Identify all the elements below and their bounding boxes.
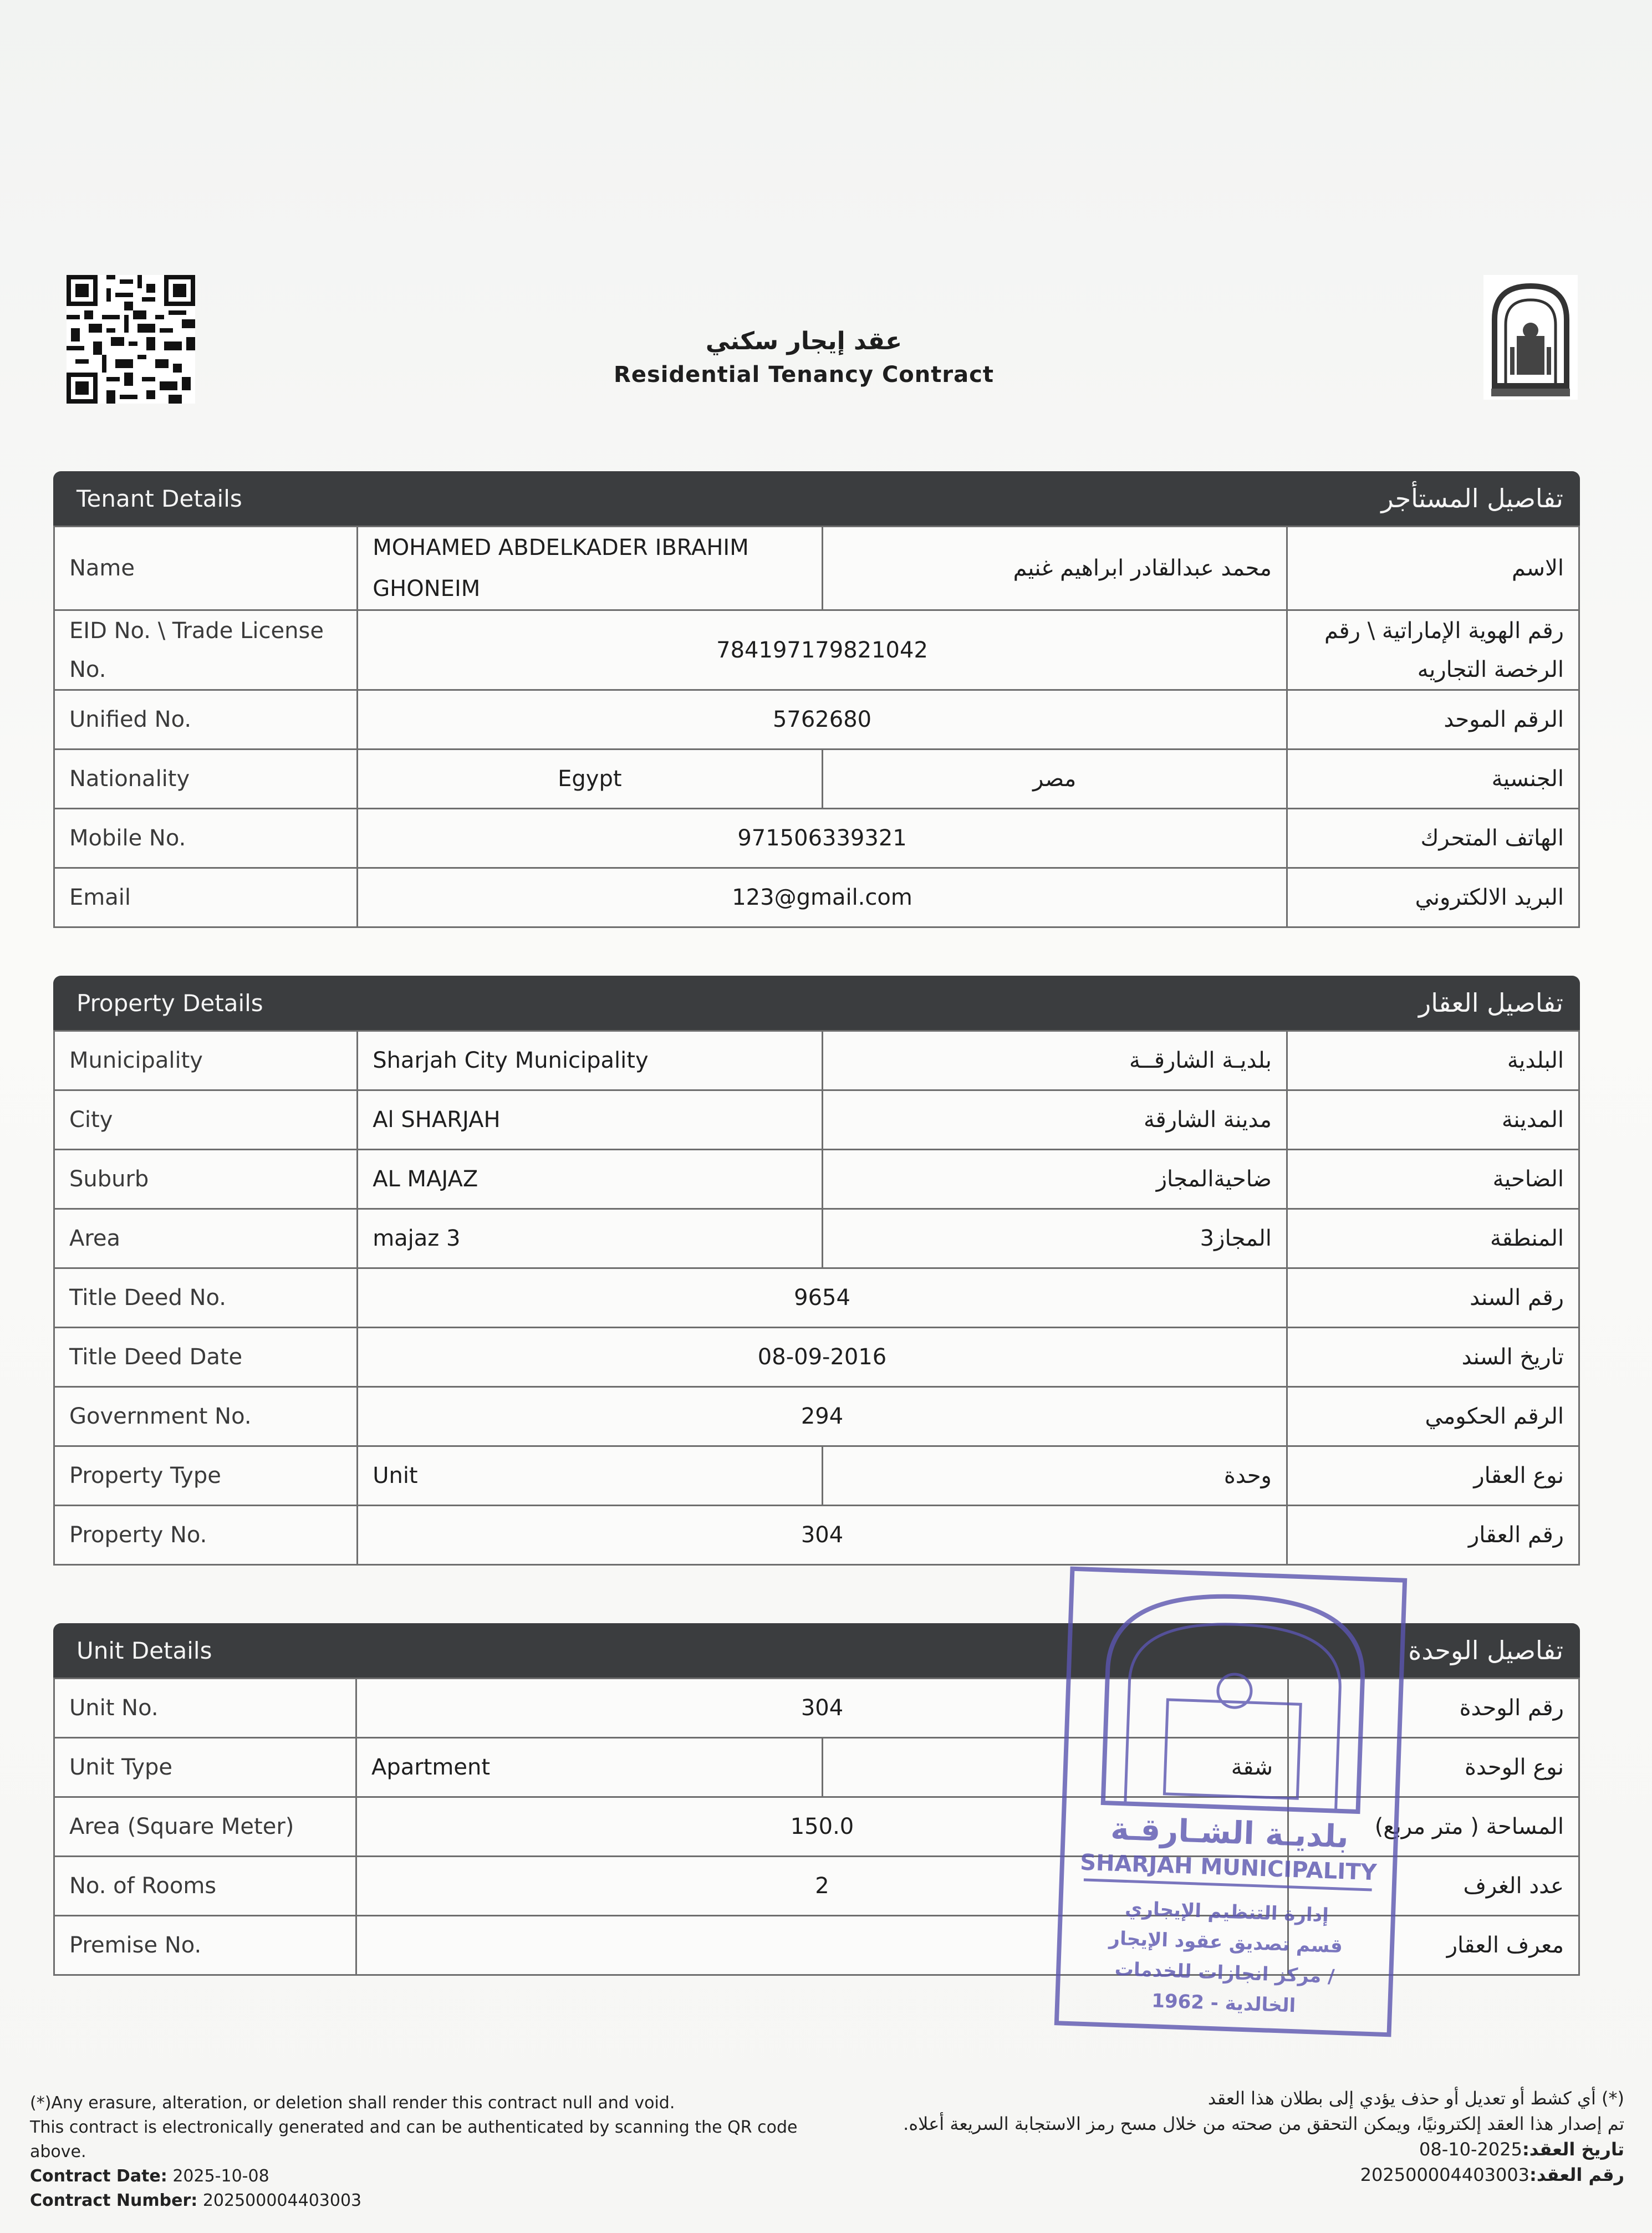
property-details-section (53, 976, 1580, 1566)
stamp-dept-4: الخالدية - 1962 (1151, 1990, 1296, 2017)
unit-type-label: Unit Type (54, 1738, 356, 1797)
footer-ar (848, 2086, 1624, 2188)
section-title-en: Tenant Details (77, 485, 242, 512)
table-row (54, 1446, 1579, 1506)
eid-value: 784197179821042 (358, 610, 1287, 690)
table-row (54, 1209, 1579, 1268)
government-no-label: Government No. (54, 1387, 358, 1446)
table-row (54, 1090, 1579, 1150)
stamp-dept-3: مركز انجازات للخدمات / (1114, 1957, 1335, 1988)
municipality-label-ar: البلدية (1287, 1031, 1579, 1090)
qr-code-icon (67, 275, 195, 404)
unit-no-label: Unit No. (54, 1679, 356, 1738)
city-label: City (54, 1090, 358, 1150)
footer-electronic-ar: تم إصدار هذا العقد إلكترونيًا، ويمكن التحقق من صحته من خلال مسح رمز الاستجابة السريعة أعلاه. (903, 2113, 1624, 2134)
property-type-value-en: Unit (358, 1446, 822, 1506)
mobile-label-ar: الهاتف المتحرك (1287, 809, 1579, 868)
city-value-ar: مدينة الشارقة (822, 1090, 1287, 1150)
table-row (54, 868, 1579, 927)
suburb-label-ar: الضاحية (1287, 1150, 1579, 1209)
section-title-ar: تفاصيل العقار (1419, 988, 1563, 1018)
suburb-label: Suburb (54, 1150, 358, 1209)
property-no-label: Property No. (54, 1506, 358, 1565)
section-title-ar: تفاصيل المستأجر (1381, 483, 1563, 513)
government-no-label-ar: الرقم الحكومي (1287, 1387, 1579, 1446)
area-label: Area (54, 1209, 358, 1268)
section-title-en: Unit Details (77, 1636, 212, 1664)
contract-number-label: Contract Number: (30, 2191, 198, 2210)
title-deed-date-value: 08-09-2016 (358, 1328, 1287, 1387)
property-no-label-ar: رقم العقار (1287, 1506, 1579, 1565)
contract-date-value: 2025-10-08 (172, 2166, 269, 2186)
unit-type-value-ar: شقة (822, 1738, 1288, 1797)
contract-number-en (30, 2189, 839, 2213)
eid-label: EID No. \ Trade License No. (54, 610, 358, 690)
mobile-value: 971506339321 (358, 809, 1287, 868)
unit-no-label-ar: رقم الوحدة (1288, 1679, 1579, 1738)
stamp-dept-2: قسم تصديق عقود الإيجار (1108, 1927, 1343, 1958)
eid-label-ar: رقم الهوية الإماراتية \ رقم الرخصة التجاريه (1287, 610, 1579, 690)
contract-date-label-ar: تاريخ العقد: (1522, 2139, 1624, 2160)
contract-date-en (30, 2164, 839, 2189)
table-row (54, 1150, 1579, 1209)
name-value-en: MOHAMED ABDELKADER IBRAHIM GHONEIM (358, 527, 822, 610)
area-label-ar: المنطقة (1287, 1209, 1579, 1268)
unified-no-value: 5762680 (358, 690, 1287, 750)
premise-no-label: Premise No. (54, 1916, 356, 1975)
property-no-value: 304 (358, 1506, 1287, 1565)
title-deed-no-label-ar: رقم السند (1287, 1268, 1579, 1328)
property-type-label: Property Type (54, 1446, 358, 1506)
property-details-header (53, 976, 1580, 1030)
rooms-label-ar: عدد الغرف (1288, 1857, 1579, 1916)
contract-title-ar: عقد إيجار سكني (705, 327, 903, 355)
footer-note-ar: (*) أي كشط أو تعديل أو حذف يؤدي إلى بطلان هذا العقد (1207, 2088, 1624, 2109)
stamp-name-ar: بلديـة الشـارقـة (1110, 1811, 1349, 1855)
contract-date-label: Contract Date: (30, 2166, 167, 2186)
city-label-ar: المدينة (1287, 1090, 1579, 1150)
suburb-value-en: AL MAJAZ (358, 1150, 822, 1209)
table-row (54, 809, 1579, 868)
section-title-ar: تفاصيل الوحدة (1408, 1635, 1563, 1665)
email-label-ar: البريد الالكتروني (1287, 868, 1579, 927)
area-sqm-label-ar: المساحة ( متر مربع) (1288, 1797, 1579, 1857)
unified-no-label-ar: الرقم الموحد (1287, 690, 1579, 750)
tenant-details-header (53, 471, 1580, 526)
unified-no-label: Unified No. (54, 690, 358, 750)
contract-number-value: 202500004403003 (202, 2191, 362, 2210)
tenant-table (53, 526, 1580, 928)
table-row (54, 1387, 1579, 1446)
unit-no-value: 304 (356, 1679, 1288, 1738)
property-type-label-ar: نوع العقار (1287, 1446, 1579, 1506)
title-deed-no-label: Title Deed No. (54, 1268, 358, 1328)
title-deed-date-label-ar: تاريخ السند (1287, 1328, 1579, 1387)
contract-number-value-ar: 202500004403003 (1360, 2164, 1530, 2185)
municipality-value-en: Sharjah City Municipality (358, 1031, 822, 1090)
table-row (54, 690, 1579, 750)
stamp-dept-1: إدارة التنظيم الإيجاري (1124, 1897, 1329, 1927)
property-type-value-ar: وحدة (822, 1446, 1287, 1506)
property-table (53, 1030, 1580, 1566)
stamp-name-en: SHARJAH MUNICIPALITY (1079, 1849, 1378, 1886)
section-title-en: Property Details (77, 989, 263, 1017)
table-row (54, 1031, 1579, 1090)
table-row (54, 527, 1579, 610)
mobile-label: Mobile No. (54, 809, 358, 868)
unit-type-label-ar: نوع الوحدة (1288, 1738, 1579, 1797)
email-value: 123@gmail.com (358, 868, 1287, 927)
table-row (54, 610, 1579, 690)
rooms-value: 2 (356, 1857, 1288, 1916)
table-row (54, 1268, 1579, 1328)
contract-number-label-ar: رقم العقد: (1529, 2164, 1624, 2185)
city-value-en: Al SHARJAH (358, 1090, 822, 1150)
nationality-label-ar: الجنسية (1287, 750, 1579, 809)
area-value-ar: المجاز3 (822, 1209, 1287, 1268)
unit-type-value-en: Apartment (356, 1738, 823, 1797)
contract-number-ar (848, 2162, 1624, 2188)
government-no-value: 294 (358, 1387, 1287, 1446)
name-label: Name (54, 527, 358, 610)
municipality-label: Municipality (54, 1031, 358, 1090)
email-label: Email (54, 868, 358, 927)
table-row (54, 1328, 1579, 1387)
footer-en (30, 2091, 839, 2213)
contract-title-en: Residential Tenancy Contract (614, 362, 994, 388)
title-deed-date-label: Title Deed Date (54, 1328, 358, 1387)
area-sqm-label: Area (Square Meter) (54, 1797, 356, 1857)
contract-date-ar (848, 2137, 1624, 2162)
nationality-label: Nationality (54, 750, 358, 809)
name-value-ar: محمد عبدالقادر ابراهيم غنيم (822, 527, 1287, 610)
table-row (54, 1506, 1579, 1565)
sharjah-municipality-logo-icon (1483, 275, 1578, 400)
municipality-stamp (1045, 1557, 1416, 2046)
municipality-value-ar: بلديـة الشارقــة (822, 1031, 1287, 1090)
footer-electronic-en: This contract is electronically generated and can be authenticated by scanning the QR code above. (30, 2118, 798, 2161)
table-row (54, 750, 1579, 809)
name-label-ar: الاسم (1287, 527, 1579, 610)
nationality-value-ar: مصر (822, 750, 1287, 809)
area-value-en: majaz 3 (358, 1209, 822, 1268)
area-sqm-value: 150.0 (356, 1797, 1288, 1857)
tenant-details-section (53, 471, 1580, 928)
title-deed-no-value: 9654 (358, 1268, 1287, 1328)
footer-note-en: (*)Any erasure, alteration, or deletion shall render this contract null and void. (30, 2093, 675, 2113)
contract-date-value-ar: 2025-10-08 (1419, 2139, 1522, 2160)
rooms-label: No. of Rooms (54, 1857, 356, 1916)
premise-no-label-ar: معرف العقار (1288, 1916, 1579, 1975)
nationality-value-en: Egypt (358, 750, 822, 809)
suburb-value-ar: ضاحيةالمجاز (822, 1150, 1287, 1209)
